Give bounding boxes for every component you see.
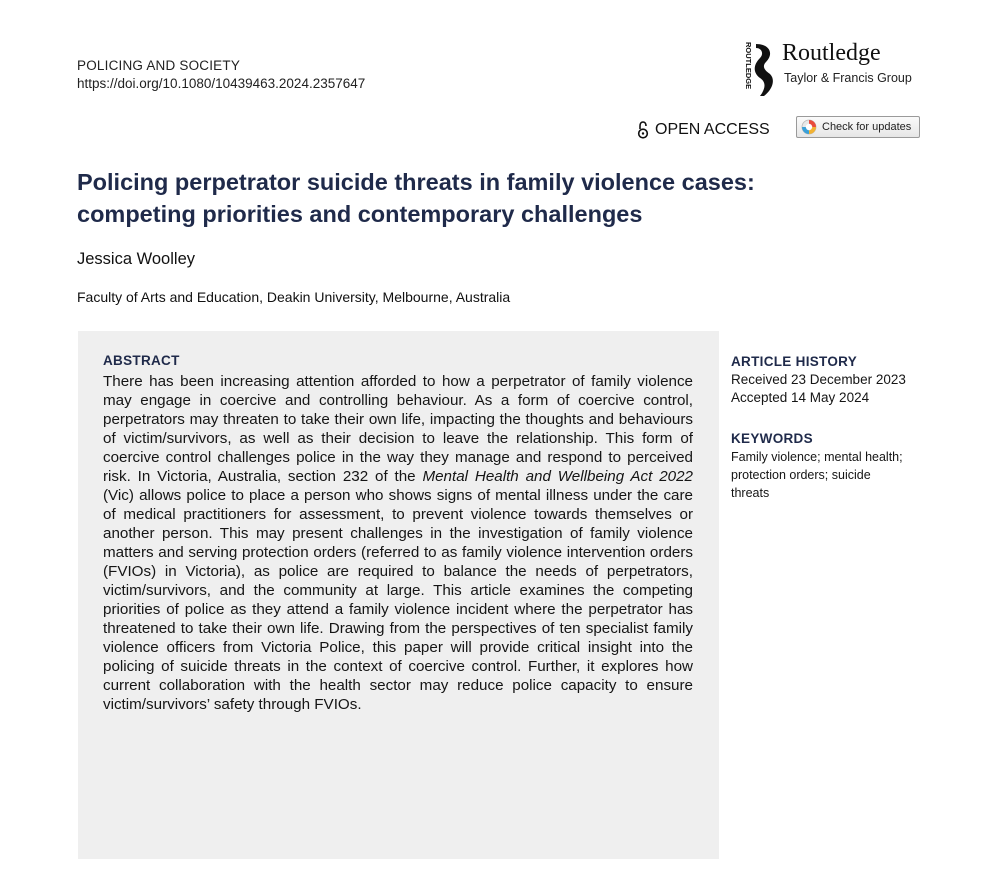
keywords-heading: KEYWORDS [731, 431, 813, 446]
check-for-updates-button[interactable] [796, 116, 920, 138]
act-name: Mental Health and Wellbeing Act 2022 [422, 468, 693, 485]
author-name[interactable]: Jessica Woolley [77, 250, 195, 268]
accepted-date: Accepted 14 May 2024 [731, 390, 870, 405]
publisher-name: Routledge [782, 40, 881, 66]
title-line-2: competing priorities and contemporary challenges [77, 201, 643, 227]
doi-link[interactable]: https://doi.org/10.1080/10439463.2024.2357647 [77, 76, 366, 91]
abstract-text-part-1: There has been increasing attention afforded to how a perpetrator of family violence may engage in coercive and controlling behaviour. As a form of coercive control, perpetrators may threaten to take their own life, impacting the thoughts and behaviours of victim/survivors, as well as their decision to leave the relationship. This form of coercive control challenges police in the way they manage and respond to perceived risk. In Victoria, Australia, section 232 of the [103, 373, 693, 485]
open-lock-icon [637, 121, 649, 139]
routledge-emblem-icon [726, 40, 778, 98]
keywords-list: Family violence; mental health; protection orders; suicide threats [731, 450, 903, 500]
publisher-logo [726, 38, 926, 100]
article-history [731, 353, 946, 407]
journal-header [77, 57, 365, 93]
title-line-1: Policing perpetrator suicide threats in family violence cases: [77, 169, 755, 195]
keywords-section [731, 430, 946, 502]
check-updates-label: Check for updates [822, 121, 912, 133]
open-access-badge [637, 121, 770, 139]
abstract-text [103, 372, 693, 714]
abstract-heading: ABSTRACT [103, 353, 180, 368]
received-date: Received 23 December 2023 [731, 372, 906, 387]
open-access-label: OPEN ACCESS [655, 121, 770, 138]
publisher-group: Taylor & Francis Group [784, 71, 912, 85]
article-history-heading: ARTICLE HISTORY [731, 354, 858, 369]
journal-name: POLICING AND SOCIETY [77, 58, 241, 73]
author-affiliation: Faculty of Arts and Education, Deakin University, Melbourne, Australia [77, 289, 511, 305]
abstract-text-part-2: (Vic) allows police to place a person who shows signs of mental illness under the care of medical practitioners for assessment, to prevent violence towards themselves or another person. This may present challenges in the investigation of family violence matters and serving protection orders (referred to as family violence intervention orders (FVIOs) in Victoria), as police are required to balance the needs of perpetrators, victim/survivors, and the community at large. This article examines the competing priorities of police as they attend a family violence incident where the perpetrator has threatened to take their own life. Drawing from the perspectives of ten specialist family violence officers from Victoria Police, this paper will provide critical insight into the policing of suicide threats in the context of coercive control. Further, it explores how current collaboration with the health sector may reduce police capacity to ensure victim/survivors’ safety through FVIOs. [103, 487, 693, 713]
check-updates-icon [801, 119, 817, 135]
emblem-text: ROUTLEDGE [744, 42, 753, 90]
article-title [77, 166, 797, 230]
